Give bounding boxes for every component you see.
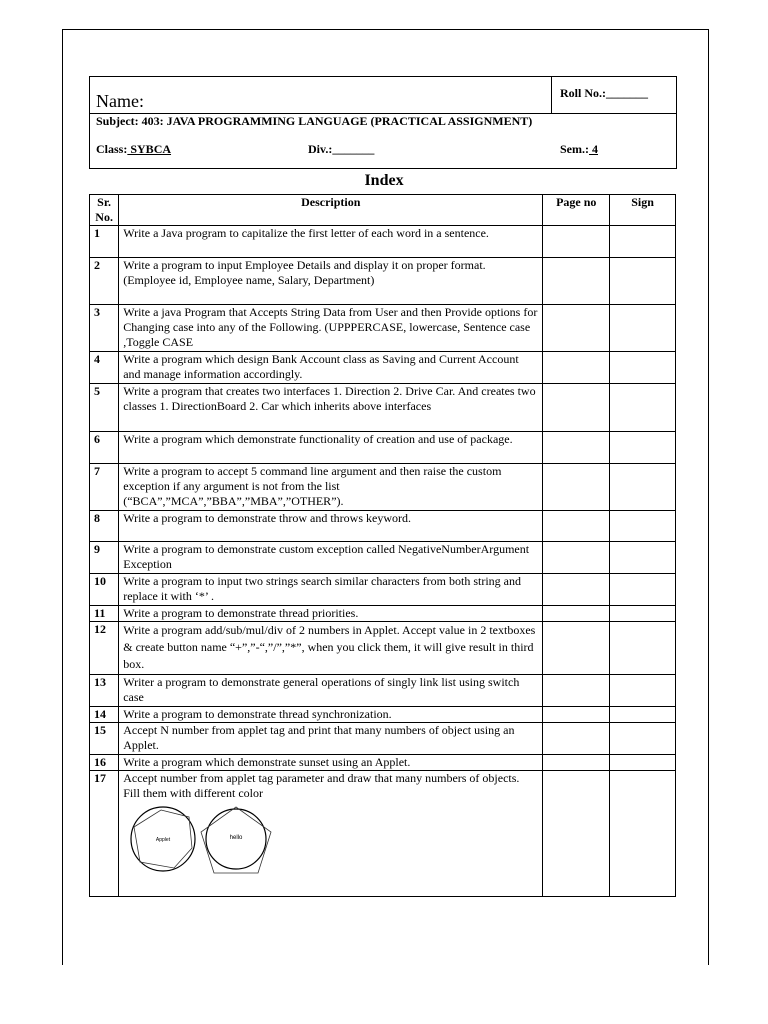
sr-no: 9: [90, 542, 119, 574]
description: Write a program add/sub/mul/div of 2 numbers in Applet. Accept value in 2 textboxes & create button name “+”,”-“,”/”,”*”, when you click them, it will give result in third box.: [119, 622, 543, 675]
table-row: [90, 384, 676, 432]
description: Write a Java program to capitalize the first letter of each word in a sentence.: [119, 226, 543, 258]
table-row: [90, 723, 676, 755]
header-sr-no: Sr. No.: [90, 195, 119, 226]
page-no-cell: [543, 511, 610, 542]
description: Write a program to input Employee Details and display it on proper format. (Employee id, Employee name, Salary, Department): [119, 258, 543, 305]
sem-value: 4: [589, 142, 598, 156]
sign-cell: [610, 464, 676, 511]
table-row: [90, 707, 676, 723]
sign-cell: [610, 511, 676, 542]
sr-no: 17: [90, 771, 119, 897]
description: Write a program to demonstrate thread synchronization.: [119, 707, 543, 723]
page-no-cell: [543, 384, 610, 432]
sign-cell: [610, 707, 676, 723]
applet-drawing: [123, 805, 273, 879]
hello-label: hello: [229, 835, 243, 841]
page-no-cell: [543, 542, 610, 574]
sr-no: 11: [90, 606, 119, 622]
index-title: Index: [364, 172, 404, 189]
sign-cell: [610, 771, 676, 897]
page-no-cell: [543, 622, 610, 675]
class-line: [96, 142, 171, 157]
description: Write a java Program that Accepts String Data from User and then Provide options for Changing case into any of the Following. (UPPPERCASE, lowercase, Sentence case ,Toggle CASE: [119, 305, 543, 352]
sr-no: 16: [90, 755, 119, 771]
sr-no: 8: [90, 511, 119, 542]
sr-no: 7: [90, 464, 119, 511]
sr-no: 3: [90, 305, 119, 352]
description: Write a program which demonstrate functionality of creation and use of package.: [119, 432, 543, 464]
sign-cell: [610, 755, 676, 771]
table-row: [90, 511, 676, 542]
description: Accept number from applet tag parameter and draw that many numbers of objects. Fill them with different color: [123, 771, 520, 800]
sr-no: 13: [90, 675, 119, 707]
page-no-cell: [543, 755, 610, 771]
table-row: [90, 755, 676, 771]
header-box: [89, 76, 677, 169]
sign-cell: [610, 622, 676, 675]
description: Accept N number from applet tag and print that many numbers of object using an Applet.: [119, 723, 543, 755]
table-row: [90, 432, 676, 464]
class-label: Class:: [96, 142, 128, 156]
table-row: [90, 675, 676, 707]
table-row: [90, 574, 676, 606]
page-no-cell: [543, 707, 610, 723]
table-row: [90, 352, 676, 384]
sem-label: Sem.:: [560, 142, 589, 156]
page-no-cell: [543, 464, 610, 511]
description: Write a program that creates two interfaces 1. Direction 2. Drive Car. And creates two classes 1. DirectionBoard 2. Car which inherits above interfaces: [119, 384, 543, 432]
sign-cell: [610, 675, 676, 707]
description: Write a program to demonstrate thread priorities.: [119, 606, 543, 622]
sign-cell: [610, 723, 676, 755]
table-header-row: [90, 195, 676, 226]
sign-cell: [610, 384, 676, 432]
sr-no: 14: [90, 707, 119, 723]
table-row: [90, 771, 676, 897]
index-table: [89, 194, 676, 897]
applet-label: Applet: [156, 837, 171, 843]
page-no-cell: [543, 606, 610, 622]
sign-cell: [610, 542, 676, 574]
sem-line: [560, 142, 598, 157]
sr-no: 5: [90, 384, 119, 432]
sign-cell: [610, 606, 676, 622]
sr-no: 10: [90, 574, 119, 606]
sr-no: 6: [90, 432, 119, 464]
page-no-cell: [543, 305, 610, 352]
sign-cell: [610, 305, 676, 352]
table-row: [90, 305, 676, 352]
description: Write a program to input two strings search similar characters from both string and replace it with ‘*’ .: [119, 574, 543, 606]
page-no-cell: [543, 258, 610, 305]
sr-no: 4: [90, 352, 119, 384]
sign-cell: [610, 258, 676, 305]
header-page-no: Page no: [543, 195, 610, 226]
page-no-cell: [543, 771, 610, 897]
description-with-drawing: [119, 771, 543, 897]
description: Write a program to accept 5 command line argument and then raise the custom exception if any argument is not from the list (“BCA”,”MCA”,”BBA”,”MBA”,”OTHER”).: [119, 464, 543, 511]
page-no-cell: [543, 723, 610, 755]
description: Write a program which design Bank Account class as Saving and Current Account and manage information accordingly.: [119, 352, 543, 384]
description: Writer a program to demonstrate general operations of singly link list using switch case: [119, 675, 543, 707]
sr-no: 12: [90, 622, 119, 675]
table-row: [90, 226, 676, 258]
sr-no: 1: [90, 226, 119, 258]
table-row: [90, 258, 676, 305]
name-label: Name:: [96, 91, 144, 111]
page-no-cell: [543, 432, 610, 464]
header-sign: Sign: [610, 195, 676, 226]
description: Write a program to demonstrate custom exception called NegativeNumberArgument Exception: [119, 542, 543, 574]
table-row: [90, 606, 676, 622]
header-description: Description: [119, 195, 543, 226]
page-no-cell: [543, 675, 610, 707]
div-label: Div.:_______: [308, 142, 375, 156]
table-row: [90, 542, 676, 574]
sr-no: 15: [90, 723, 119, 755]
page-no-cell: [543, 352, 610, 384]
sign-cell: [610, 574, 676, 606]
table-row: [90, 622, 676, 675]
page-no-cell: [543, 574, 610, 606]
table-row: [90, 464, 676, 511]
class-value: SYBCA: [127, 142, 172, 156]
roll-no-label: Roll No.:_______: [560, 86, 648, 100]
page-no-cell: [543, 226, 610, 258]
sr-no: 2: [90, 258, 119, 305]
header-vertical-divider: [551, 77, 552, 113]
sign-cell: [610, 352, 676, 384]
description: Write a program to demonstrate throw and throws keyword.: [119, 511, 543, 542]
sign-cell: [610, 226, 676, 258]
sign-cell: [610, 432, 676, 464]
subject-line: Subject: 403: JAVA PROGRAMMING LANGUAGE (PRACTICAL ASSIGNMENT): [96, 114, 533, 128]
description: Write a program which demonstrate sunset using an Applet.: [119, 755, 543, 771]
